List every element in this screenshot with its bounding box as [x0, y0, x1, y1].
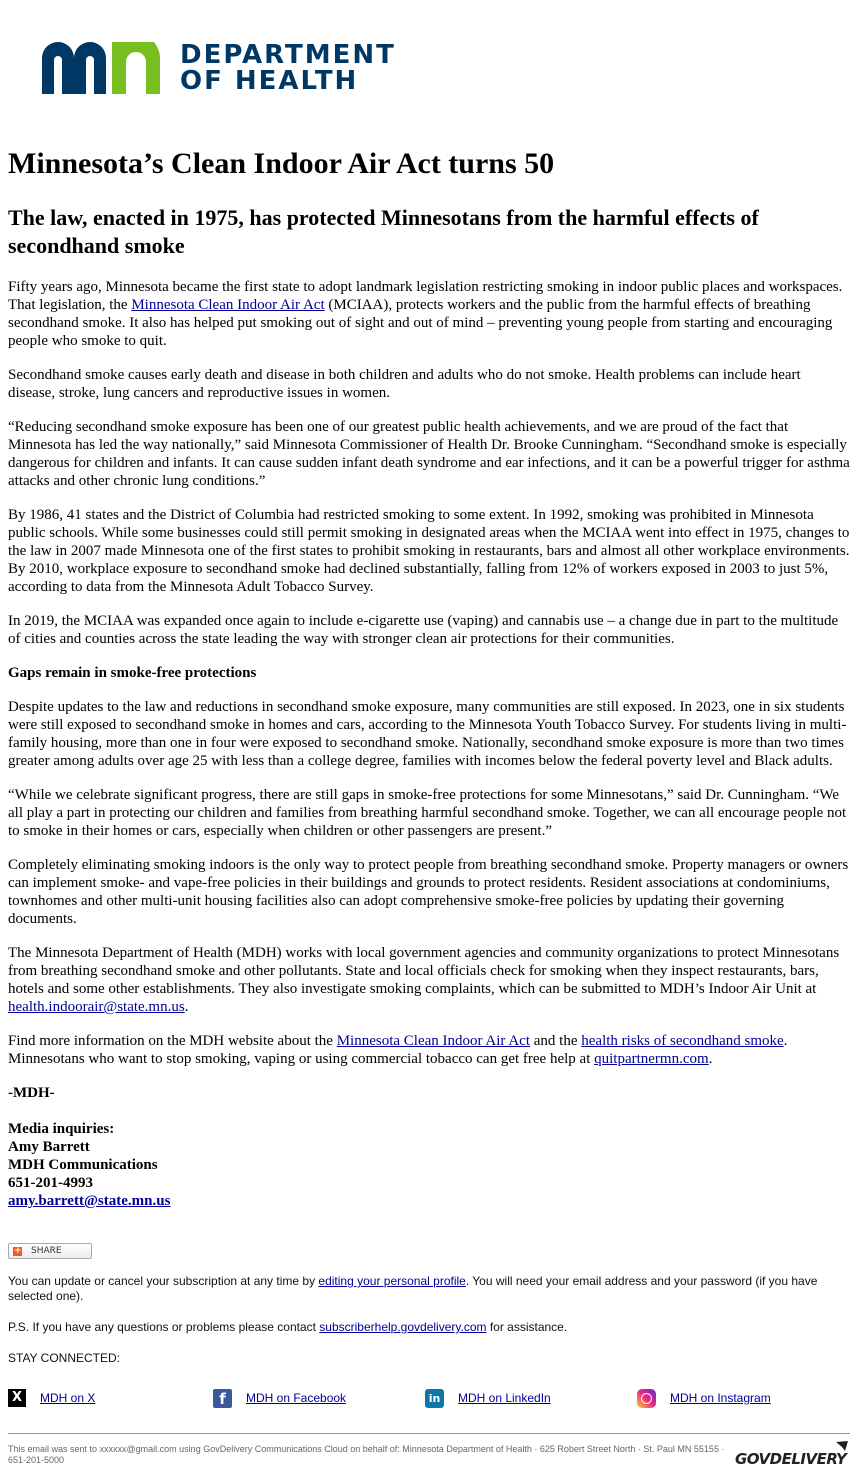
- logo-line-2: OF HEALTH: [180, 66, 359, 96]
- social-facebook[interactable]: [213, 1388, 346, 1408]
- share-plus-icon: [13, 1247, 22, 1256]
- contact-name: Amy Barrett: [8, 1139, 90, 1155]
- logo-wordmark: [180, 42, 396, 94]
- paragraph-4: By 1986, 41 states and the District of Columbia had restricted smoking to some extent. In 1992, smoking was prohibited in Minnesota public schools. While some businesses could still permit smoking in designated areas when the MCIAA went into effect in 1975, changes to the law in 2007 made Minnesota one of the first states to prohibit smoking in restaurants, bars and almost all other workplace environments. By 2010, workplace exposure to secondhand smoke had declined substantially, falling from 12% of workers exposed in 2003 to just 5%, according to data from the Minnesota Adult Tobacco Survey.: [8, 507, 850, 595]
- govdelivery-logo[interactable]: GOVDELIVERY: [735, 1450, 847, 1468]
- indoor-air-email-link[interactable]: health.indoorair@state.mn.us: [8, 999, 185, 1015]
- paragraph-8: Completely eliminating smoking indoors is the only way to protect people from breathing secondhand smoke. Property managers or owners can implement smoke- and vape-free policies in their buildings and grounds to protect residents. Resident associations at condominiums, townhomes and other multi-unit housing facilities also can adopt comprehensive smoke-free policies by updating their governing documents.: [8, 857, 849, 927]
- instagram-icon: [637, 1389, 656, 1408]
- subscriber-help-link[interactable]: subscriberhelp.govdelivery.com: [319, 1320, 487, 1334]
- logo-line-1: DEPARTMENT: [180, 40, 396, 70]
- contact-email-link[interactable]: amy.barrett@state.mn.us: [8, 1193, 171, 1209]
- signoff: -MDH-: [8, 1085, 55, 1101]
- section-heading: Gaps remain in smoke-free protections: [8, 665, 257, 681]
- facebook-icon: f: [213, 1389, 232, 1408]
- contact-phone: 651-201-4993: [8, 1175, 93, 1191]
- x-icon: X: [8, 1389, 26, 1407]
- subheadline: The law, enacted in 1975, has protected Minnesotans from the harmful effects of secondhand smoke: [8, 205, 759, 258]
- social-links: [8, 1388, 850, 1410]
- headline: Minnesota’s Clean Indoor Air Act turns 50: [8, 147, 555, 180]
- email-footer: [8, 1274, 843, 1382]
- paragraph-5: In 2019, the MCIAA was expanded once again to include e-cigarette use (vaping) and cannabis use – a change due in part to the multitude of cities and counties across the state leading the way with stronger clean air protections for their communities.: [8, 613, 839, 647]
- share-label: SHARE: [31, 1246, 62, 1256]
- edit-profile-link[interactable]: editing your personal profile: [318, 1274, 466, 1288]
- ps-note: P.S. If you have any questions or problems please contact subscriberhelp.govdelivery.com for assistance.: [8, 1320, 568, 1334]
- paragraph-10: Find more information on the MDH website about the Minnesota Clean Indoor Air Act and the health risks of secondhand smoke. Minnesotans who want to stop smoking, vaping or using commercial tobacco can get free help at quitpartnermn.com.: [8, 1033, 788, 1067]
- social-x[interactable]: [8, 1388, 95, 1408]
- contact-org: MDH Communications: [8, 1157, 158, 1173]
- footer-divider: [8, 1433, 850, 1434]
- mn-logo-icon: [42, 42, 164, 94]
- news-release: [8, 144, 850, 1210]
- social-x-link[interactable]: MDH on X: [40, 1391, 96, 1405]
- social-linkedin-link[interactable]: MDH on LinkedIn: [458, 1391, 551, 1405]
- mdh-logo[interactable]: [42, 40, 396, 96]
- paragraph-2: Secondhand smoke causes early death and disease in both children and adults who do not smoke. Health problems can include heart disease, stroke, lung cancers and reproductive issues in women.: [8, 367, 801, 401]
- paragraph-9: The Minnesota Department of Health (MDH) works with local government agencies and community organizations to protect Minnesotans from breathing secondhand smoke and other pollutants. State and local officials check for smoking when they inspect restaurants, bars, hotels and some other establishments. They also investigate smoking complaints, which can be submitted to MDH’s Indoor Air Unit at health.indoorair@state.mn.us.: [8, 945, 840, 1015]
- paragraph-7: “While we celebrate significant progress, there are still gaps in smoke-free protections for some Minnesotans,” said Dr. Cunningham. “We all play a part in protecting our children and families from breathing harmful secondhand smoke. Together, we can all encourage people not to smoke in their homes or cars, especially when children or other passengers are present.”: [8, 787, 847, 839]
- media-contact: [8, 1120, 850, 1210]
- subscription-note: You can update or cancel your subscription at any time by editing your personal profile. You will need your email address and your password (if you have selected one).: [8, 1274, 818, 1303]
- legal-notice: This email was sent to xxxxxx@gmail.com using GovDelivery Communications Cloud on behalf of: Minnesota Department of Health · 625 Robert Street North · St. Paul MN 55155 · 651-201-5000: [8, 1444, 725, 1465]
- clean-indoor-air-act-link[interactable]: Minnesota Clean Indoor Air Act: [336, 1033, 531, 1049]
- mciaa-link[interactable]: Minnesota Clean Indoor Air Act: [131, 297, 325, 313]
- stay-connected-label: STAY CONNECTED:: [8, 1351, 121, 1365]
- social-linkedin[interactable]: [425, 1388, 551, 1408]
- share-button[interactable]: [8, 1243, 92, 1259]
- secondhand-smoke-risks-link[interactable]: health risks of secondhand smoke: [581, 1033, 784, 1049]
- quitpartner-link[interactable]: quitpartnermn.com: [594, 1051, 709, 1067]
- social-instagram-link[interactable]: MDH on Instagram: [670, 1391, 771, 1405]
- envelope-icon: [836, 1441, 848, 1451]
- social-instagram[interactable]: [637, 1388, 771, 1408]
- linkedin-icon: in: [425, 1389, 444, 1408]
- paragraph-6: Despite updates to the law and reductions in secondhand smoke exposure, many communities are still exposed. In 2023, one in six students were still exposed to secondhand smoke in homes and cars, according to the Minnesota Youth Tobacco Survey. For students living in multi-family housing, more than one in four were exposed to secondhand smoke. Nationally, secondhand smoke exposure is more than two times greater among adults over age 25 with less than a college degree, families with incomes below the federal poverty level and Black adults.: [8, 699, 847, 769]
- paragraph-1: Fifty years ago, Minnesota became the first state to adopt landmark legislation restricting smoking in indoor public places and workspaces. That legislation, the Minnesota Clean Indoor Air Act (MCIAA), protects workers and the public from the harmful effects of breathing secondhand smoke. It also has helped put smoking out of sight and out of mind – preventing young people from starting and encouraging people who smoke to quit.: [8, 279, 843, 349]
- contact-heading: Media inquiries:: [8, 1121, 115, 1137]
- paragraph-3: “Reducing secondhand smoke exposure has been one of our greatest public health achievements, and we are proud of the fact that Minnesota has led the way nationally,” said Minnesota Commissioner of Health Dr. Brooke Cunningham. “Secondhand smoke is especially dangerous for children and infants. It can cause sudden infant death syndrome and ear infections, and it can be a powerful trigger for asthma attacks and other chronic lung conditions.”: [8, 419, 850, 489]
- social-facebook-link[interactable]: MDH on Facebook: [246, 1391, 347, 1405]
